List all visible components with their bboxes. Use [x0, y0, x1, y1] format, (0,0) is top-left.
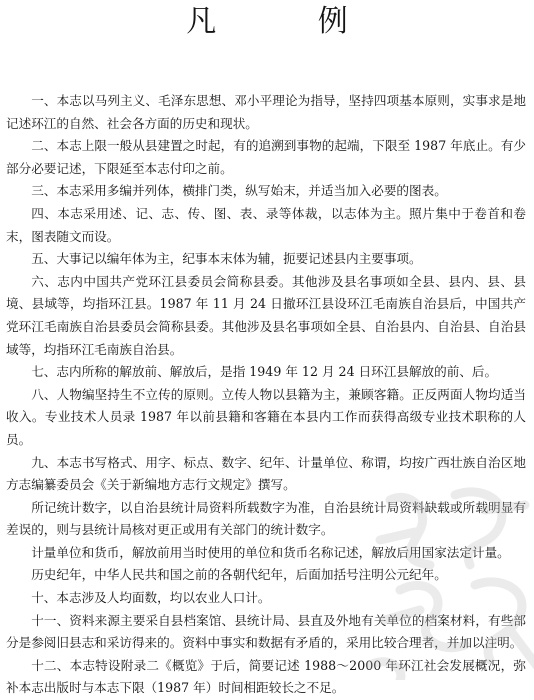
- paragraph-2: 二、本志上限一般从县建置之时起，有的追溯到事物的起端，下限至 1987 年底止。有少部分必要记述，下限延至本志付印之前。: [6, 138, 526, 176]
- paragraph-4: 四、本志采用述、记、志、传、图、表、录等体裁，以志体为主。照片集中于卷首和卷末，图表随文而设。: [6, 205, 526, 244]
- paragraph-7: 七、志内所称的解放前、解放后，是指 1949 年 12 月 24 日环江县解放的前、后。: [31, 364, 498, 380]
- paragraph-12: 十二、本志特设附录二《概览》于后，简要记述 1988～2000 年环江社会发展概况，弥补本志出版时与本志下限（1987 年）时间相距较长之不足。: [6, 657, 526, 696]
- page-title: 凡 例: [186, 4, 394, 39]
- paragraph-9: 九、本志书写格式、用字、标点、数字、纪年、计量单位、称谓，均按广西壮族自治区地方志编纂委员会《关于新编地方志行文规定》撰写。: [6, 454, 526, 493]
- paragraph-calendar: 历史纪年，中华人民共和国之前的各朝代纪年，后面加括号注明公元纪年。: [31, 567, 447, 583]
- paragraph-11: 十一、资料来源主要采自县档案馆、县统计局、县直及外地有关单位的档案材料，有些部分是参阅旧县志和采访得来的。资料中事实和数据有矛盾的，采用比较合理者，并加以注明。: [6, 612, 526, 651]
- paragraph-3: 三、本志采用多编并列体，横排门类，纵写始末，并适当加入必要的图表。: [31, 183, 447, 199]
- paragraph-units: 计量单位和货币，解放前用当时使用的单位和货币名称记述，解放后用国家法定计量。: [31, 544, 510, 560]
- paragraph-6: 六、志内中国共产党环江县委员会简称县委。其他涉及县名事项如全县、县内、县、县境、县域等，均指环江县。1987 年 11 月 24 日撤环江县设环江毛南族自治县后，中国共产党环江毛南族自治县委员会简称县委。其他涉及县名事项如全县、自治县内、自治县、自治县域等，均指环江毛南族自治县。: [6, 273, 526, 357]
- paragraph-10: 十、本志涉及人均面数，均以农业人口计。: [31, 590, 271, 606]
- paragraph-statistics: 所记统计数字，以自治县统计局资料所载数字为准，自治县统计局资料缺载或所载明显有差误的，则与县统计局核对更正或用有关部门的统计数字。: [6, 499, 526, 538]
- paragraph-5: 五、大事记以编年体为主，纪事本末体为辅，扼要记述县内主要事项。: [31, 251, 422, 267]
- paragraph-1: 一、本志以马列主义、毛泽东思想、邓小平理论为指导，坚持四项基本原则，实事求是地记述环江的自然、社会各方面的历史和现状。: [6, 93, 526, 131]
- paragraph-8: 八、人物编坚持生不立传的原则。立传人物以县籍为主，兼顾客籍。正反两面人物均适当收入。专业技术人员录 1987 年以前县籍和客籍在本县内工作而获得高级专业技术职称的人员。: [6, 386, 526, 447]
- guidelines-body: [6, 90, 526, 700]
